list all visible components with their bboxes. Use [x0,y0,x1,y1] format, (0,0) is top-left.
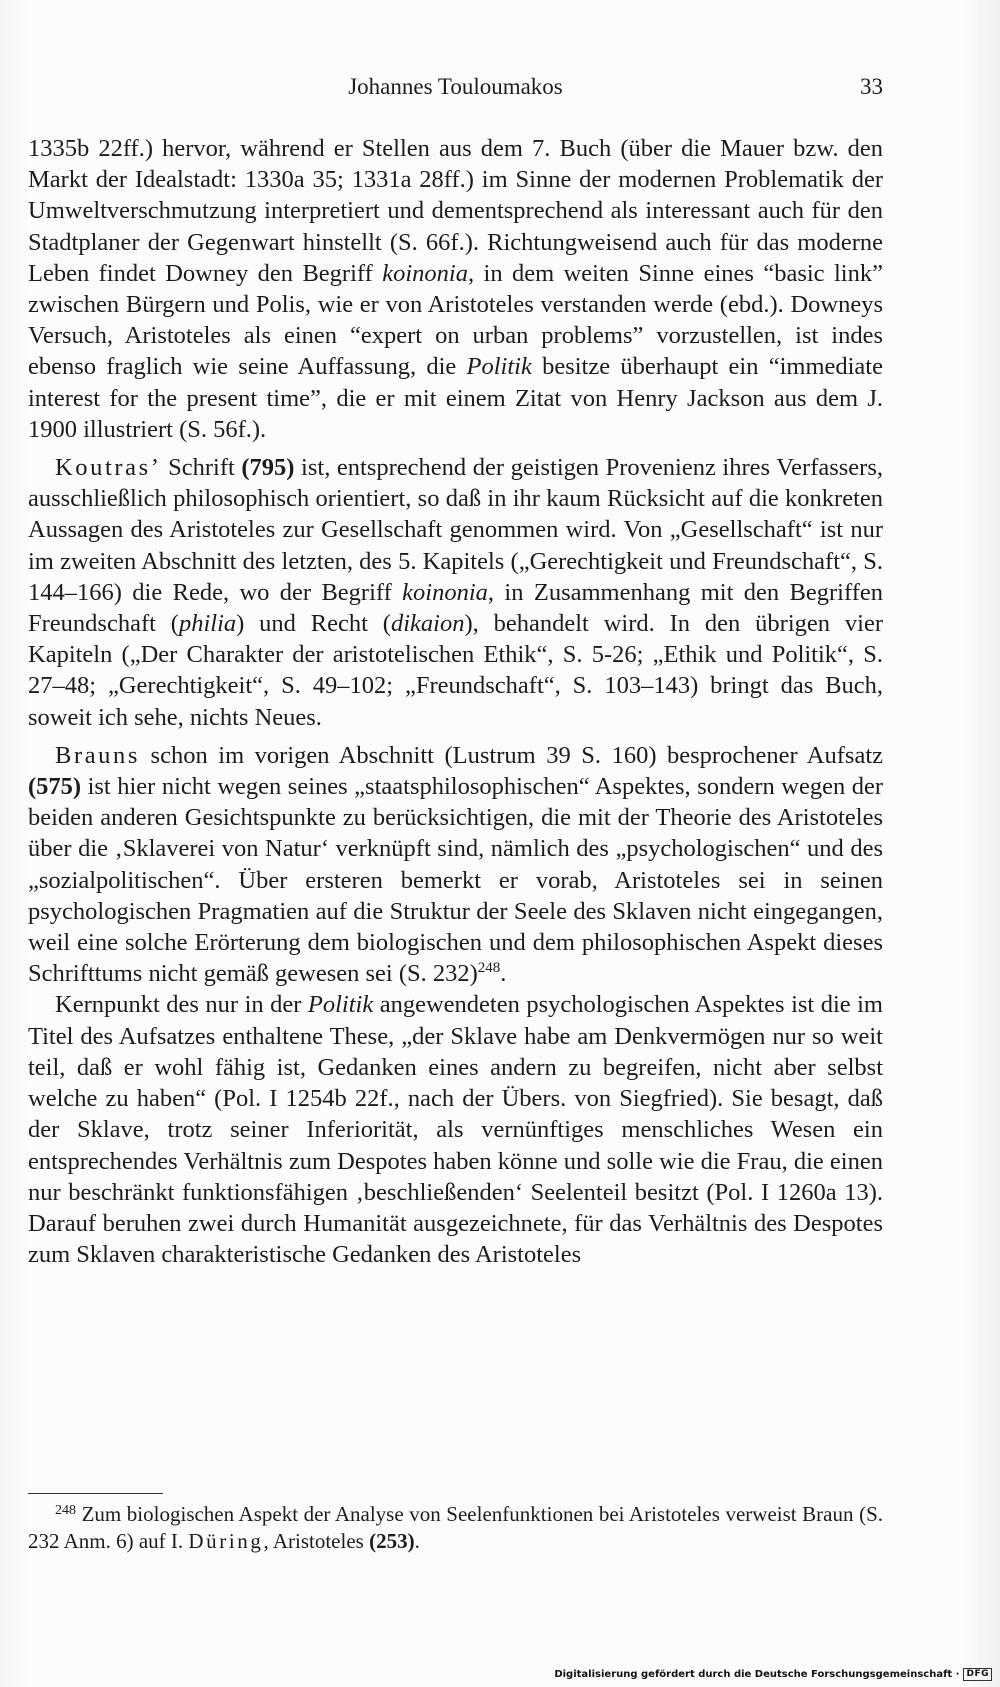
text-run: ist hier nicht wegen seines „staatsphilosophischen“ Aspektes, sondern wegen der beiden anderen Gesichtspunkte zu berücksichtigen, die mit der Theorie des Aristoteles über die ‚Sklaverei von Natur‘ verknüpft sind, nämlich des „psychologischen“ und des „sozialpolitischen“. Über ersteren bemerkt er vorab, Aristoteles sei in seinen psychologischen Pragmatien auf die Struktur der Seele des Sklaven nicht eingegangen, weil eine solche Erörterung dem biologischen und dem philosophischen Aspekt dieses Schrifttums nicht gemäß gewesen sei (S. 232) [28,773,883,988]
italic-term: koinonia [402,578,488,606]
paragraph-koutras [28,452,883,733]
bibliography-ref: (575) [28,773,82,801]
italic-title: Politik [307,991,374,1019]
text-run: , in dem weiten Sinne eines “basic link” zwischen Bürgern und Polis, wie er von Aristoteles verstanden werde (ebd.). Downeys Versuch, Aristoteles als einen “expert on urban problems” vorzustellen, ist indes ebenso fraglich wie seine Auffassung, die [28,259,883,381]
text-run: angewendeten psychologischen Aspektes ist die im Titel des Aufsatzes enthaltene These, „der Sklave habe am Denkvermögen nur so weit teil, daß er wohl fähig ist, Gedanken eines andern zu begreifen, nicht aber selbst welche zu haben“ (Pol. I 1254b 22f., nach der Übers. von Siegfried). Sie besagt, daß der Sklave, trotz seiner Inferiorität, als vernünftiges menschliches Wesen ein entsprechendes Verhältnis zum Despotes haben könne und solle wie die Frau, die einen nur beschränkt funktionsfähigen ‚beschließenden‘ Seelenteil besitzt (Pol. I 1260a 13). Darauf beruhen zwei durch Humanität ausgezeichnete, für das Verhältnis des Despotes zum Sklaven charakteristische Gedanken des Aristoteles [28,991,883,1269]
text-run: 1335b 22ff.) hervor, während er Stellen aus dem 7. Buch (über die Mauer bzw. den Markt der Idealstadt: 1330a 35; 1331a 28ff.) im Sinne der modernen Problematik der Umweltverschmutzung interpretiert und dementsprechend als interessant auch für den Stadtplaner der Gegenwart hinstellt (S. 66f.). Richtungweisend auch für das moderne Leben findet Downey den Begriff [28,135,883,287]
text-run: schon im vorigen Abschnitt (Lustrum 39 S. 160) besprochener Aufsatz [140,741,883,769]
text-run: ) und Recht ( [236,610,391,638]
paragraph-kernpunkt [28,989,883,1270]
footnote-text: . [414,1529,420,1553]
digitization-notice [554,1668,992,1681]
footnote-marker: 248 [477,960,501,977]
footnote-text: , Aristoteles [263,1529,370,1553]
text-run: besitze überhaupt ein “immediate interest for the present time”, die er mit einem Zitat von Henry Jackson aus dem J. 1900 illustriert (S. 56f.). [28,353,883,443]
digitization-text: Digitalisierung gefördert durch die Deutsche Forschungsgemeinschaft · [554,1669,960,1680]
footnote-rule [28,1493,163,1494]
italic-term: philia [178,610,237,638]
italic-term: dikaion [390,610,465,638]
italic-title: Politik [466,353,532,381]
footnote-author: Düring [188,1529,264,1553]
footnote-248 [28,1501,883,1555]
footnote-ref: (253) [369,1529,415,1553]
footnote-text: Zum biologischen Aspekt der Analyse von Seelenfunktionen bei Aristoteles verweist Braun (S. 232 Anm. 6) auf I. [28,1502,883,1553]
text-run: Kernpunkt des nur in der [55,991,308,1019]
paragraph-downey [28,133,883,445]
body-text [28,133,883,1270]
italic-term: koinonia [382,259,468,287]
text-run: Schrift [161,454,242,482]
author-name: Brauns [55,741,141,769]
text-run: ), behandelt wird. In den übrigen vier Kapiteln („Der Charakter der aristotelischen Ethik“, S. 5-26; „Ethik und Politik“, S. 27–48; „Gerechtigkeit“, S. 49–102; „Freundschaft“, S. 103–143) bringt das Buch, soweit ich sehe, nichts Neues. [28,610,883,731]
text-run: , in Zusammenhang mit den Begriffen Freundschaft ( [28,578,883,638]
text-run: ist, entsprechend der geistigen Provenienz ihres Verfassers, ausschließlich philosophisch orientiert, so daß in ihr kaum Rücksicht auf die konkreten Aussagen des Aristoteles zur Gesellschaft genommen wird. Von „Gesellschaft“ ist nur im zweiten Abschnitt des letzten, des 5. Kapitels („Gerechtigkeit und Freundschaft“, S. 144–166) die Rede, wo der Begriff [28,454,883,606]
dfg-logo-icon: DFG [963,1668,992,1681]
text-run: . [500,960,507,988]
running-head [28,74,883,108]
footnote-number: 248 [55,1503,76,1518]
bibliography-ref: (795) [241,454,295,482]
author-name: Koutras’ [55,454,162,482]
page-number: 33 [860,74,883,99]
running-title: Johannes Touloumakos [348,74,563,99]
paragraph-braun [28,740,883,990]
